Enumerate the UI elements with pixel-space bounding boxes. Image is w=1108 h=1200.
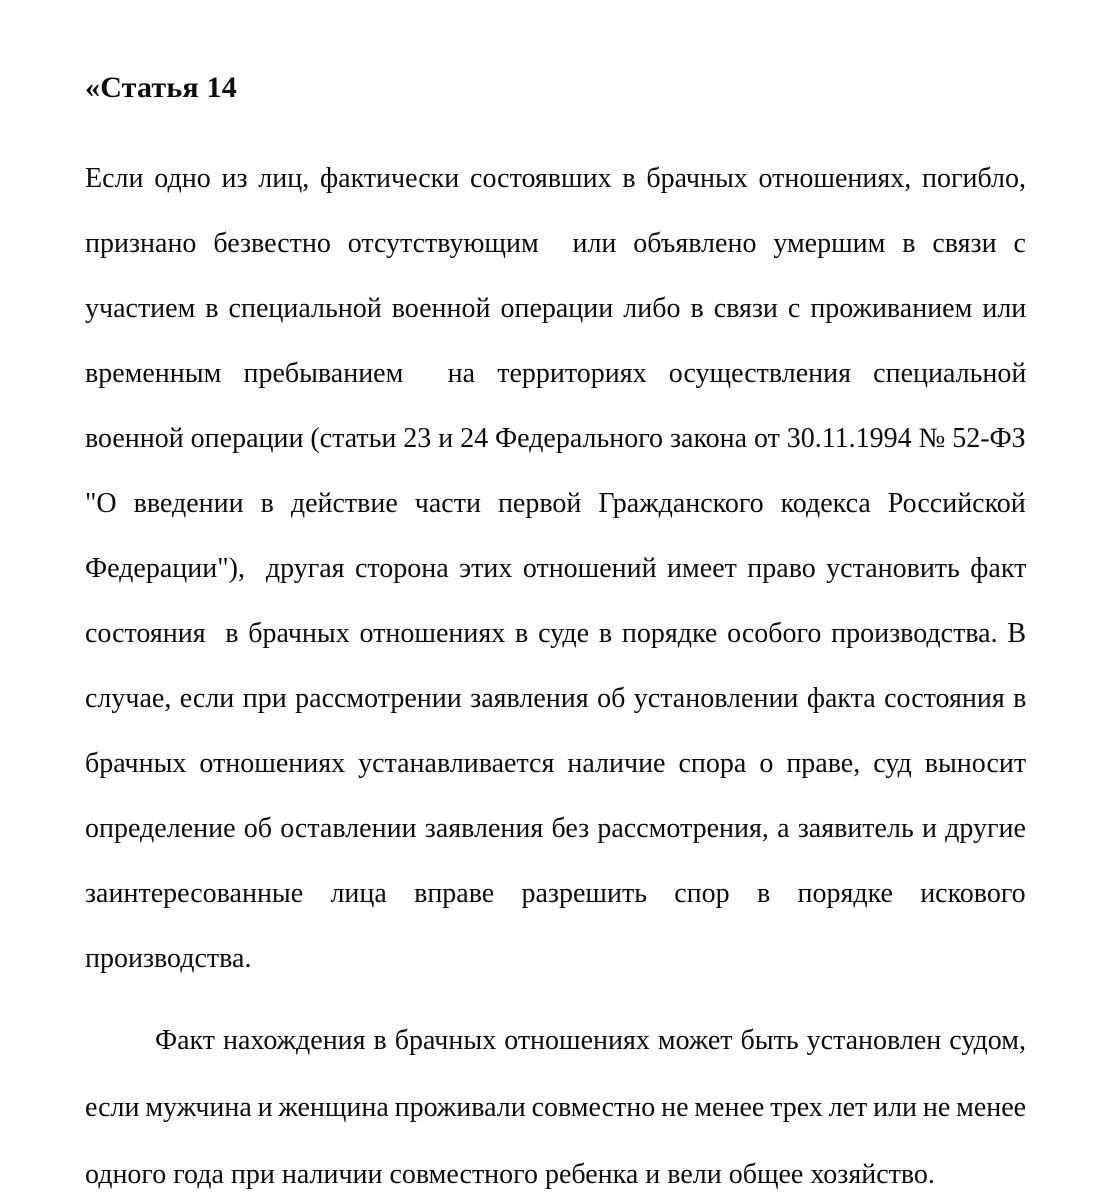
text-line <box>85 146 1026 211</box>
text-line <box>85 211 1026 276</box>
text-line-content: временным пребыванием на территориях осуществления специальной <box>85 358 1027 389</box>
article-heading: «Статья 14 <box>85 71 237 104</box>
text-line <box>85 276 1026 341</box>
text-line-content: если мужчина и женщина проживали совместно не менее трех лет или не менее <box>85 1092 1027 1123</box>
document-content <box>85 70 1026 1200</box>
text-line-content: Федерации"), другая сторона этих отношений имеет право установить факт <box>85 553 1027 584</box>
text-line <box>85 1141 1026 1200</box>
text-line <box>85 1074 1026 1141</box>
text-line-content: Если одно из лиц, фактически состоявших в брачных отношениях, погибло, <box>85 163 1026 194</box>
text-line <box>85 341 1026 406</box>
text-line-content: состояния в брачных отношениях в суде в порядке особого производства. В <box>85 618 1027 649</box>
text-line-content: случае, если при рассмотрении заявления об установлении факта состояния в <box>85 683 1027 714</box>
text-line <box>85 666 1026 731</box>
text-line-content: заинтересованные лица вправе разрешить спор в порядке искового <box>85 878 1026 909</box>
paragraph-1 <box>85 146 1026 991</box>
text-line <box>85 601 1026 666</box>
text-line <box>85 731 1026 796</box>
text-line-content: участием в специальной военной операции либо в связи с проживанием или <box>85 293 1027 324</box>
text-line-content: военной операции (статьи 23 и 24 Федерального закона от 30.11.1994 № 52-ФЗ <box>85 423 1026 454</box>
text-line-content: одного года при наличии совместного ребенка и вели общее хозяйство. <box>85 1159 935 1190</box>
text-line-content: определение об оставлении заявления без рассмотрения, а заявитель и другие <box>85 813 1026 844</box>
text-line <box>85 796 1026 861</box>
text-line-content: производства. <box>85 943 252 974</box>
text-line <box>85 1007 1026 1074</box>
text-line <box>85 926 1026 991</box>
text-line-content: признано безвестно отсутствующим или объявлено умершим в связи с <box>85 228 1026 259</box>
text-line <box>85 861 1026 926</box>
text-line-content: "О введении в действие части первой Гражданского кодекса Российской <box>85 488 1026 519</box>
text-line <box>85 406 1026 471</box>
text-line <box>85 536 1026 601</box>
paragraph-2 <box>85 1007 1026 1200</box>
text-line <box>85 471 1026 536</box>
text-line-content: Факт нахождения в брачных отношениях может быть установлен судом, <box>155 1025 1026 1056</box>
text-line-content: брачных отношениях устанавливается наличие спора о праве, суд выносит <box>85 748 1027 779</box>
